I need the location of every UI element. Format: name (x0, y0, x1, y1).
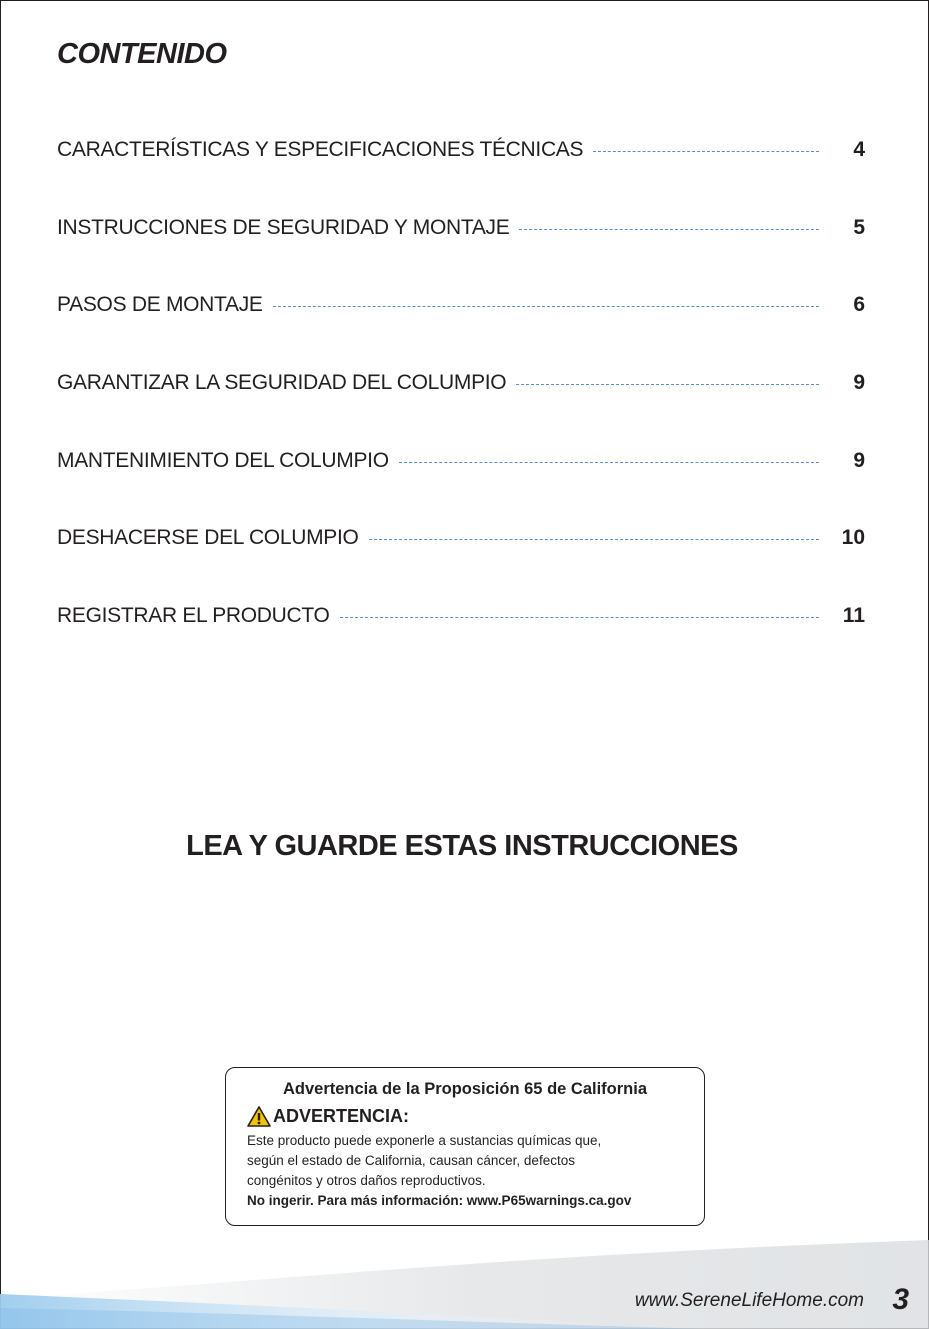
warning-label (247, 1106, 409, 1127)
warning-line: congénitos y otros daños reproductivos. (247, 1173, 486, 1188)
toc-entry-label: REGISTRAR EL PRODUCTO (57, 604, 330, 628)
toc-leader (399, 462, 819, 463)
toc-entry-page: 11 (842, 604, 865, 628)
toc-entry-label: PASOS DE MONTAJE (57, 293, 263, 317)
toc-entry-page: 4 (853, 138, 865, 161)
footer-swoosh-graphic (0, 1236, 929, 1329)
toc-leader (593, 151, 819, 152)
toc-leader (340, 617, 819, 618)
table-of-contents (57, 130, 867, 674)
warning-body (247, 1131, 687, 1211)
toc-entry-page: 10 (841, 526, 865, 550)
page-number: 3 (892, 1283, 909, 1316)
toc-entry[interactable] (57, 441, 867, 473)
warning-heading: Advertencia de la Proposición 65 de California (282, 1080, 648, 1098)
warning-more-info: No ingerir. Para más información: www.P65warnings.ca.gov (247, 1193, 632, 1208)
warning-line: Este producto puede exponerle a sustancias químicas que, (247, 1133, 602, 1148)
toc-entry-page: 6 (853, 293, 865, 317)
toc-entry-label: CARACTERÍSTICAS Y ESPECIFICACIONES TÉCNICAS (57, 138, 584, 161)
toc-entry-label: INSTRUCCIONES DE SEGURIDAD Y MONTAJE (57, 215, 510, 239)
toc-leader (273, 306, 819, 307)
toc-entry-page: 9 (853, 448, 865, 472)
warning-label-text: ADVERTENCIA: (273, 1106, 410, 1126)
toc-leader (516, 384, 819, 385)
warning-triangle-icon (247, 1106, 271, 1127)
toc-entry[interactable] (57, 285, 867, 317)
toc-entry-page: 9 (853, 371, 865, 395)
toc-entry-label: GARANTIZAR LA SEGURIDAD DEL COLUMPIO (57, 371, 507, 395)
toc-entry[interactable] (57, 596, 867, 628)
toc-leader (369, 539, 819, 540)
toc-entry[interactable] (57, 363, 867, 395)
toc-entry-label: DESHACERSE DEL COLUMPIO (57, 526, 359, 550)
toc-entry[interactable] (57, 518, 867, 550)
footer-website[interactable]: www.SereneLifeHome.com (634, 1290, 864, 1311)
warning-line: según el estado de California, causan cáncer, defectos (247, 1153, 575, 1168)
prop65-warning-box (225, 1067, 705, 1226)
toc-entry[interactable] (57, 208, 867, 240)
page-title: CONTENIDO (57, 38, 227, 70)
toc-entry[interactable] (57, 130, 867, 162)
toc-leader (519, 229, 819, 230)
toc-entry-label: MANTENIMIENTO DEL COLUMPIO (57, 448, 389, 472)
toc-entry-page: 5 (853, 215, 865, 239)
read-and-keep-headline: LEA Y GUARDE ESTAS INSTRUCCIONES (186, 830, 738, 862)
